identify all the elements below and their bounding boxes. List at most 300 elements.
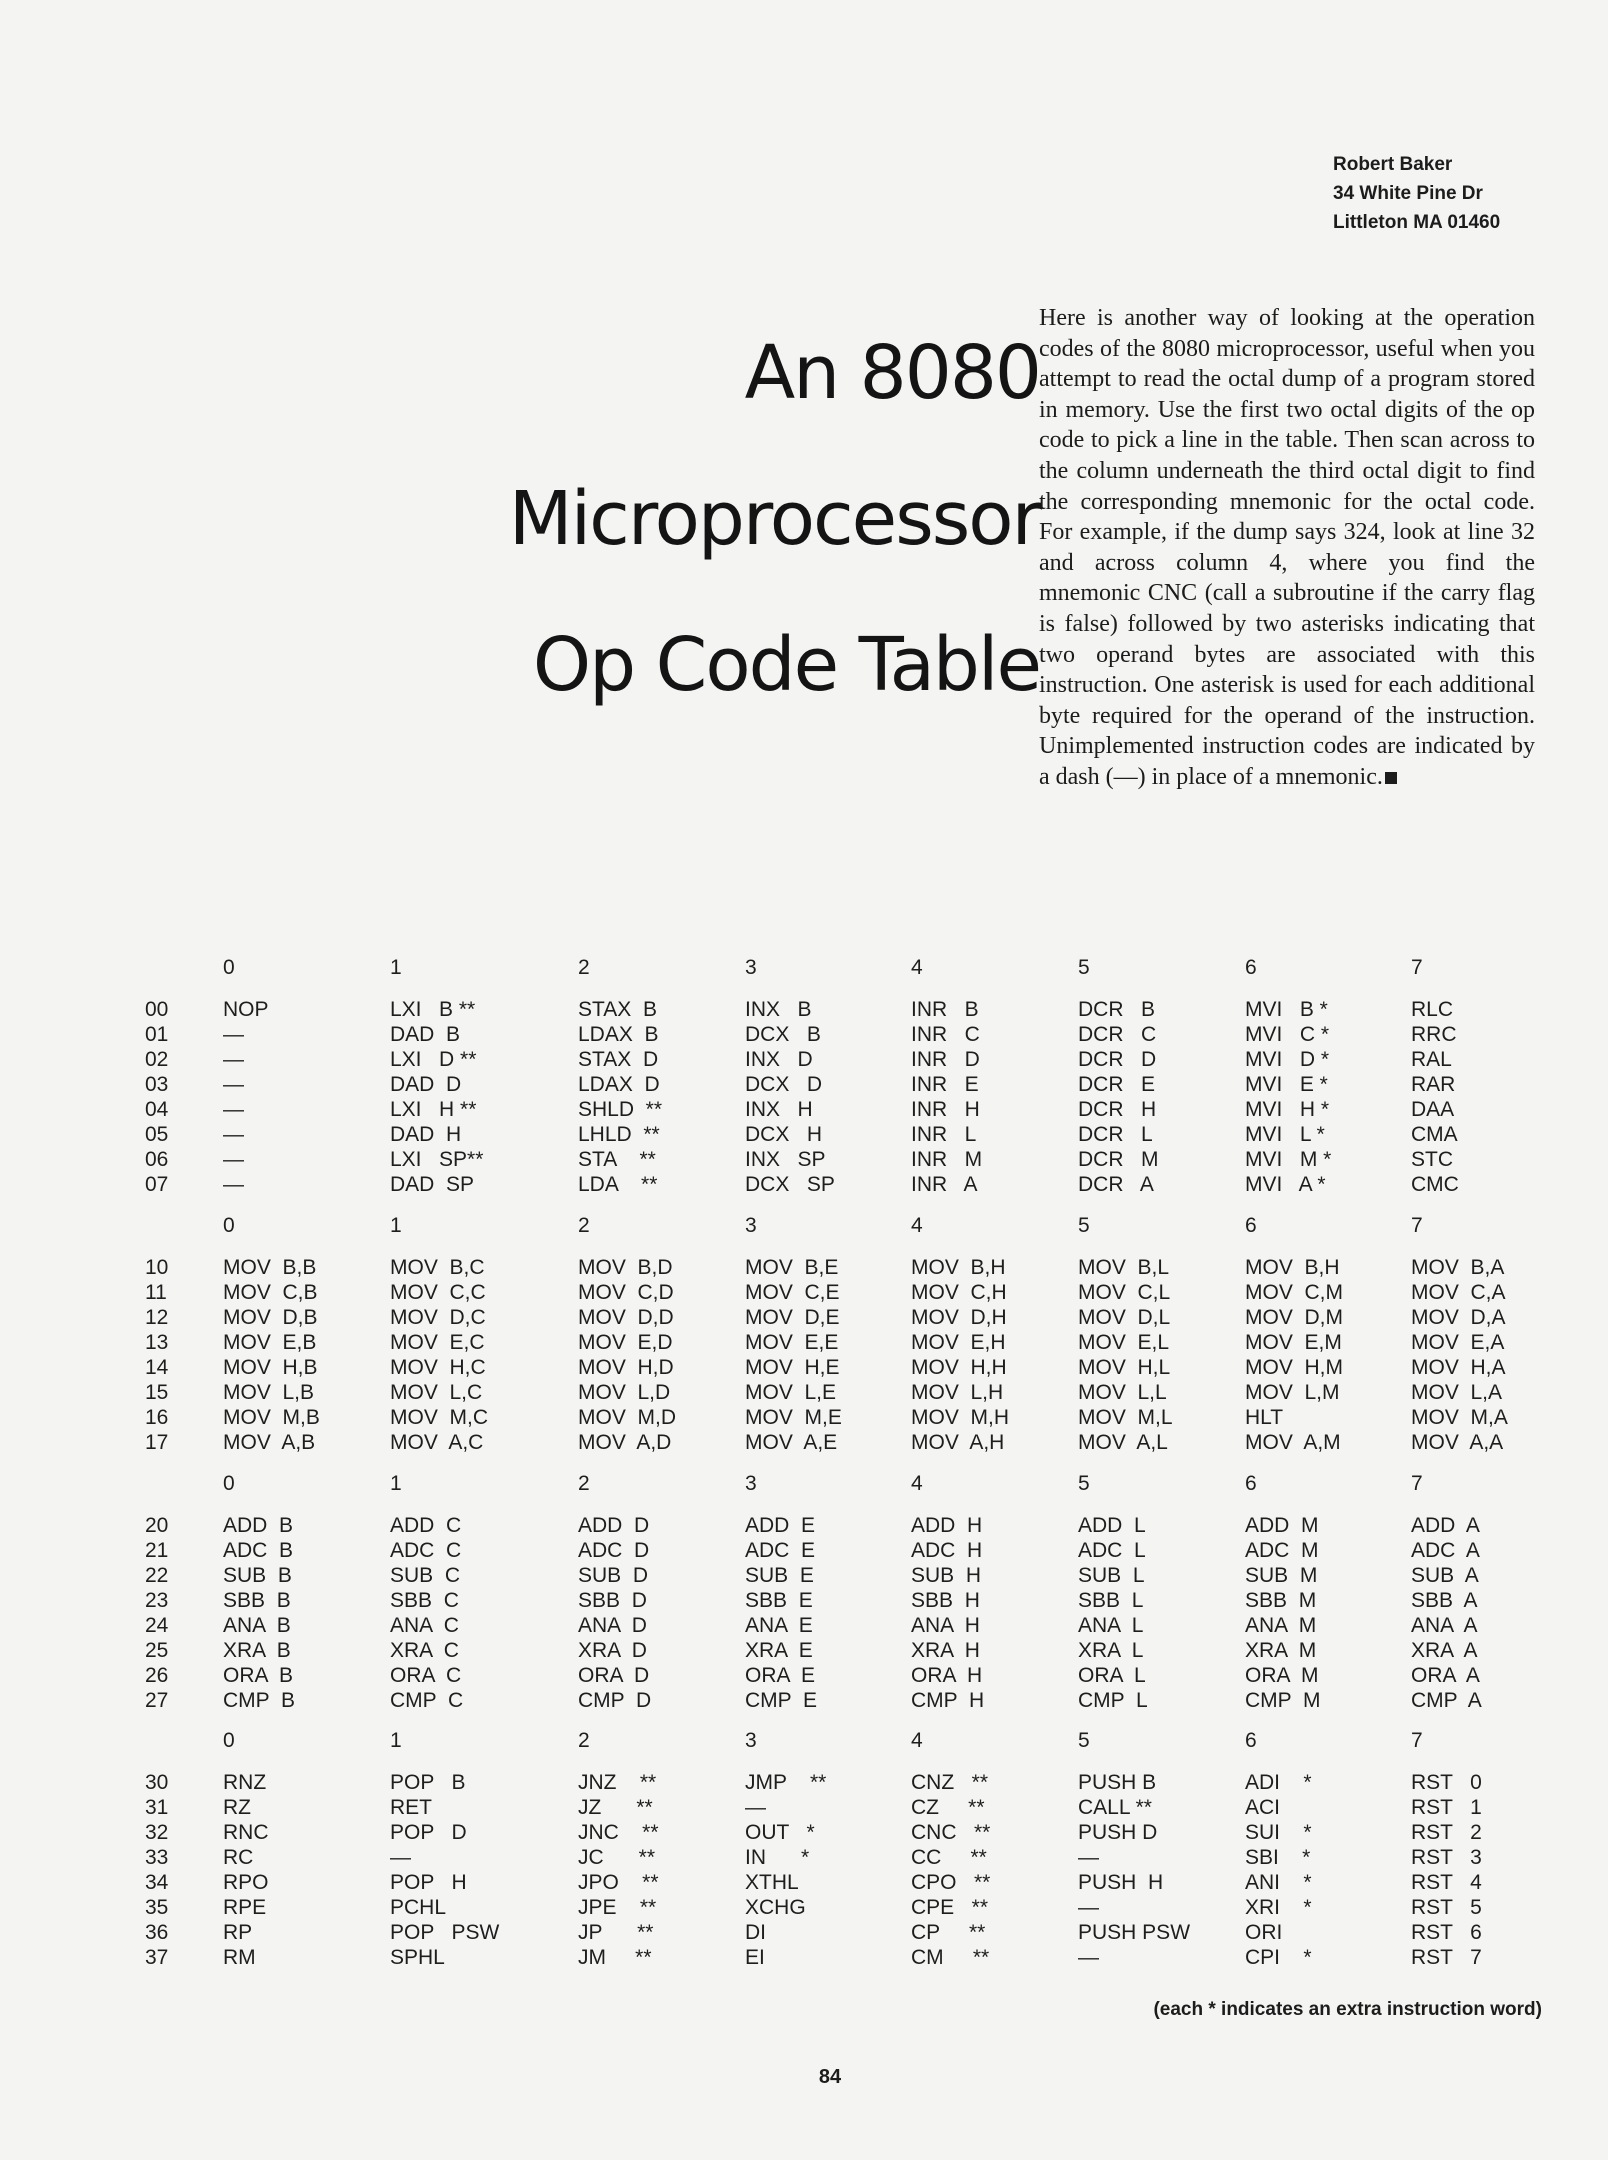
opcode-cell: ADD E bbox=[745, 1514, 816, 1537]
opcode-cell: MVI H * bbox=[1245, 1098, 1330, 1121]
opcode-cell: XRA L bbox=[1078, 1639, 1144, 1662]
opcode-cell: CM ** bbox=[911, 1946, 990, 1969]
opcode-cell: JM ** bbox=[578, 1946, 652, 1969]
column-header: 3 bbox=[745, 1214, 757, 1237]
opcode-cell: — bbox=[1078, 1846, 1099, 1869]
opcode-cell: MOV M,B bbox=[223, 1406, 320, 1429]
opcode-cell: RAL bbox=[1411, 1048, 1452, 1071]
row-label: 02 bbox=[145, 1048, 169, 1071]
column-header: 4 bbox=[911, 1214, 923, 1237]
opcode-cell: XRA H bbox=[911, 1639, 980, 1662]
opcode-cell: RST 2 bbox=[1411, 1821, 1482, 1844]
column-header: 7 bbox=[1411, 1472, 1423, 1495]
opcode-cell: POP H bbox=[390, 1871, 467, 1894]
opcode-cell: CMC bbox=[1411, 1173, 1459, 1196]
opcode-cell: ANA L bbox=[1078, 1614, 1144, 1637]
opcode-cell: — bbox=[223, 1073, 244, 1096]
opcode-cell: MVI B * bbox=[1245, 998, 1328, 1021]
row-label: 31 bbox=[145, 1796, 169, 1819]
intro-paragraph bbox=[1039, 303, 1535, 793]
row-label: 27 bbox=[145, 1689, 169, 1712]
opcode-cell: SBB A bbox=[1411, 1589, 1478, 1612]
opcode-cell: SUB H bbox=[911, 1564, 982, 1587]
opcode-cell: XRA M bbox=[1245, 1639, 1317, 1662]
footnote: (each * indicates an extra instruction word) bbox=[1153, 1999, 1542, 2020]
opcode-cell: ORA E bbox=[745, 1664, 816, 1687]
opcode-cell: CMP C bbox=[390, 1689, 464, 1712]
opcode-cell: MOV L,C bbox=[390, 1381, 483, 1404]
opcode-cell: XRA D bbox=[578, 1639, 647, 1662]
opcode-cell: CZ ** bbox=[911, 1796, 985, 1819]
opcode-cell: MOV E,D bbox=[578, 1331, 673, 1354]
opcode-cell: — bbox=[223, 1123, 244, 1146]
opcode-cell: MOV A,E bbox=[745, 1431, 838, 1454]
author-street: 34 White Pine Dr bbox=[1333, 183, 1483, 204]
column-header: 5 bbox=[1078, 1214, 1090, 1237]
opcode-cell: CPE ** bbox=[911, 1896, 989, 1919]
opcode-cell: XRA E bbox=[745, 1639, 813, 1662]
opcode-cell: SUI * bbox=[1245, 1821, 1312, 1844]
opcode-cell: MOV C,H bbox=[911, 1281, 1007, 1304]
opcode-cell: DAD H bbox=[390, 1123, 462, 1146]
opcode-cell: ADD C bbox=[390, 1514, 462, 1537]
opcode-cell: MOV E,C bbox=[390, 1331, 485, 1354]
author-address bbox=[1333, 150, 1500, 237]
opcode-cell: LXI B ** bbox=[390, 998, 476, 1021]
opcode-cell: MVI M * bbox=[1245, 1148, 1332, 1171]
opcode-cell: RRC bbox=[1411, 1023, 1457, 1046]
opcode-cell: MOV L,M bbox=[1245, 1381, 1340, 1404]
column-header: 5 bbox=[1078, 956, 1090, 979]
column-header: 3 bbox=[745, 956, 757, 979]
opcode-cell: — bbox=[223, 1098, 244, 1121]
column-header: 2 bbox=[578, 1729, 590, 1752]
end-mark-icon bbox=[1385, 772, 1397, 784]
row-label: 21 bbox=[145, 1539, 169, 1562]
opcode-cell: SUB C bbox=[390, 1564, 461, 1587]
opcode-cell: JMP ** bbox=[745, 1771, 827, 1794]
row-label: 01 bbox=[145, 1023, 169, 1046]
opcode-cell: RST 0 bbox=[1411, 1771, 1482, 1794]
title-line-1: An 8080 bbox=[744, 330, 1040, 416]
opcode-cell: MOV E,M bbox=[1245, 1331, 1342, 1354]
opcode-cell: SBB B bbox=[223, 1589, 291, 1612]
opcode-cell: DCX B bbox=[745, 1023, 821, 1046]
opcode-cell: MOV B,B bbox=[223, 1256, 317, 1279]
opcode-cell: PUSH PSW bbox=[1078, 1921, 1191, 1944]
opcode-cell: MOV C,E bbox=[745, 1281, 840, 1304]
opcode-cell: ADD A bbox=[1411, 1514, 1480, 1537]
row-label: 20 bbox=[145, 1514, 169, 1537]
opcode-cell: STAX D bbox=[578, 1048, 659, 1071]
row-label: 05 bbox=[145, 1123, 169, 1146]
opcode-cell: NOP bbox=[223, 998, 269, 1021]
row-label: 14 bbox=[145, 1356, 169, 1379]
opcode-cell: PCHL bbox=[390, 1896, 447, 1919]
opcode-cell: RET bbox=[390, 1796, 432, 1819]
opcode-cell: RC bbox=[223, 1846, 254, 1869]
opcode-cell: DCR E bbox=[1078, 1073, 1156, 1096]
opcode-cell: MOV C,C bbox=[390, 1281, 486, 1304]
opcode-cell: RP bbox=[223, 1921, 253, 1944]
opcode-cell: MOV H,L bbox=[1078, 1356, 1171, 1379]
opcode-cell: PUSH H bbox=[1078, 1871, 1164, 1894]
opcode-cell: STC bbox=[1411, 1148, 1453, 1171]
opcode-cell: ORA M bbox=[1245, 1664, 1319, 1687]
row-label: 00 bbox=[145, 998, 169, 1021]
opcode-cell: ORA H bbox=[911, 1664, 983, 1687]
column-header: 6 bbox=[1245, 1472, 1257, 1495]
opcode-cell: LXI D ** bbox=[390, 1048, 477, 1071]
opcode-cell: MOV B,E bbox=[745, 1256, 839, 1279]
opcode-cell: RAR bbox=[1411, 1073, 1456, 1096]
opcode-cell: INX H bbox=[745, 1098, 813, 1121]
opcode-cell: ANI * bbox=[1245, 1871, 1312, 1894]
opcode-cell: CMP D bbox=[578, 1689, 652, 1712]
opcode-cell: POP B bbox=[390, 1771, 466, 1794]
opcode-cell: SBI * bbox=[1245, 1846, 1311, 1869]
opcode-cell: MOV M,H bbox=[911, 1406, 1009, 1429]
opcode-cell: MOV H,M bbox=[1245, 1356, 1343, 1379]
opcode-cell: SUB A bbox=[1411, 1564, 1479, 1587]
opcode-cell: CMP L bbox=[1078, 1689, 1148, 1712]
opcode-cell: MOV E,B bbox=[223, 1331, 317, 1354]
opcode-cell: — bbox=[223, 1048, 244, 1071]
opcode-cell: STAX B bbox=[578, 998, 657, 1021]
opcode-cell: MOV A,C bbox=[390, 1431, 484, 1454]
opcode-cell: IN * bbox=[745, 1846, 810, 1869]
column-header: 7 bbox=[1411, 1214, 1423, 1237]
opcode-cell: MOV B,A bbox=[1411, 1256, 1505, 1279]
opcode-cell: RST 6 bbox=[1411, 1921, 1482, 1944]
opcode-cell: SHLD ** bbox=[578, 1098, 663, 1121]
opcode-cell: XRA B bbox=[223, 1639, 291, 1662]
opcode-cell: RPO bbox=[223, 1871, 269, 1894]
opcode-cell: MOV A,L bbox=[1078, 1431, 1168, 1454]
column-header: 3 bbox=[745, 1472, 757, 1495]
row-label: 04 bbox=[145, 1098, 169, 1121]
opcode-cell: MOV M,L bbox=[1078, 1406, 1173, 1429]
opcode-cell: MOV C,M bbox=[1245, 1281, 1343, 1304]
article-title bbox=[400, 300, 1040, 738]
opcode-cell: MOV D,E bbox=[745, 1306, 840, 1329]
opcode-cell: RST 7 bbox=[1411, 1946, 1482, 1969]
opcode-cell: MOV L,H bbox=[911, 1381, 1004, 1404]
opcode-cell: DCR H bbox=[1078, 1098, 1157, 1121]
opcode-cell: MOV L,L bbox=[1078, 1381, 1167, 1404]
column-header: 6 bbox=[1245, 1214, 1257, 1237]
column-header: 4 bbox=[911, 1729, 923, 1752]
opcode-cell: MOV L,E bbox=[745, 1381, 837, 1404]
opcode-cell: ANA A bbox=[1411, 1614, 1478, 1637]
opcode-cell: ANA H bbox=[911, 1614, 980, 1637]
title-line-3: Op Code Table bbox=[532, 622, 1040, 708]
row-label: 37 bbox=[145, 1946, 169, 1969]
opcode-cell: MOV B,L bbox=[1078, 1256, 1170, 1279]
opcode-cell: MOV D,B bbox=[223, 1306, 318, 1329]
opcode-cell: RST 1 bbox=[1411, 1796, 1482, 1819]
opcode-cell: SBB E bbox=[745, 1589, 813, 1612]
opcode-cell: CPI * bbox=[1245, 1946, 1312, 1969]
opcode-cell: INR H bbox=[911, 1098, 980, 1121]
opcode-cell: DCX SP bbox=[745, 1173, 835, 1196]
opcode-cell: ANA E bbox=[745, 1614, 813, 1637]
column-header: 2 bbox=[578, 956, 590, 979]
opcode-cell: MVI A * bbox=[1245, 1173, 1326, 1196]
opcode-cell: ADD B bbox=[223, 1514, 294, 1537]
opcode-cell: PUSH D bbox=[1078, 1821, 1158, 1844]
opcode-cell: RST 4 bbox=[1411, 1871, 1482, 1894]
column-header: 3 bbox=[745, 1729, 757, 1752]
row-label: 16 bbox=[145, 1406, 169, 1429]
opcode-cell: — bbox=[745, 1796, 766, 1819]
opcode-cell: ADC E bbox=[745, 1539, 816, 1562]
row-label: 25 bbox=[145, 1639, 169, 1662]
opcode-cell: CALL ** bbox=[1078, 1796, 1152, 1819]
opcode-cell: MOV E,A bbox=[1411, 1331, 1505, 1354]
opcode-cell: MOV E,L bbox=[1078, 1331, 1170, 1354]
opcode-cell: RNC bbox=[223, 1821, 269, 1844]
row-label: 03 bbox=[145, 1073, 169, 1096]
opcode-cell: OUT * bbox=[745, 1821, 815, 1844]
opcode-cell: INX SP bbox=[745, 1148, 826, 1171]
opcode-cell: ADC B bbox=[223, 1539, 294, 1562]
opcode-cell: RLC bbox=[1411, 998, 1454, 1021]
opcode-cell: CNZ ** bbox=[911, 1771, 989, 1794]
opcode-cell: MOV B,D bbox=[578, 1256, 673, 1279]
opcode-cell: CMP M bbox=[1245, 1689, 1321, 1712]
opcode-cell: MOV A,D bbox=[578, 1431, 672, 1454]
opcode-cell: MVI C * bbox=[1245, 1023, 1330, 1046]
opcode-cell: ANA M bbox=[1245, 1614, 1317, 1637]
column-header: 5 bbox=[1078, 1472, 1090, 1495]
opcode-cell: CPO ** bbox=[911, 1871, 991, 1894]
opcode-cell: DCX H bbox=[745, 1123, 823, 1146]
row-label: 24 bbox=[145, 1614, 169, 1637]
column-header: 6 bbox=[1245, 1729, 1257, 1752]
opcode-cell: SBB C bbox=[390, 1589, 459, 1612]
opcode-cell: DCR L bbox=[1078, 1123, 1153, 1146]
opcode-cell: XRI * bbox=[1245, 1896, 1312, 1919]
opcode-cell: CMP A bbox=[1411, 1689, 1482, 1712]
opcode-cell: RNZ bbox=[223, 1771, 267, 1794]
opcode-cell: INR D bbox=[911, 1048, 980, 1071]
opcode-cell: MOV D,A bbox=[1411, 1306, 1506, 1329]
opcode-cell: ADD L bbox=[1078, 1514, 1146, 1537]
opcode-cell: MOV H,A bbox=[1411, 1356, 1506, 1379]
author-city: Littleton MA 01460 bbox=[1333, 212, 1501, 233]
opcode-cell: ADC H bbox=[911, 1539, 983, 1562]
opcode-cell: CMP B bbox=[223, 1689, 295, 1712]
opcode-cell: LDAX D bbox=[578, 1073, 660, 1096]
opcode-cell: MOV C,D bbox=[578, 1281, 674, 1304]
row-label: 07 bbox=[145, 1173, 169, 1196]
opcode-cell: MOV B,C bbox=[390, 1256, 485, 1279]
opcode-cell: STA ** bbox=[578, 1148, 656, 1171]
opcode-cell: LDA ** bbox=[578, 1173, 658, 1196]
opcode-cell: ORA A bbox=[1411, 1664, 1480, 1687]
column-header: 4 bbox=[911, 1472, 923, 1495]
opcode-cell: JP ** bbox=[578, 1921, 654, 1944]
opcode-cell: MVI L * bbox=[1245, 1123, 1325, 1146]
column-header: 7 bbox=[1411, 956, 1423, 979]
opcode-cell: RM bbox=[223, 1946, 256, 1969]
opcode-cell: MVI E * bbox=[1245, 1073, 1328, 1096]
opcode-cell: CNC ** bbox=[911, 1821, 991, 1844]
row-label: 35 bbox=[145, 1896, 169, 1919]
opcode-cell: MOV M,C bbox=[390, 1406, 488, 1429]
row-label: 15 bbox=[145, 1381, 169, 1404]
opcode-cell: CC ** bbox=[911, 1846, 987, 1869]
opcode-cell: CMA bbox=[1411, 1123, 1458, 1146]
opcode-cell: POP PSW bbox=[390, 1921, 500, 1944]
opcode-cell: MOV B,H bbox=[911, 1256, 1006, 1279]
opcode-cell: ANA D bbox=[578, 1614, 647, 1637]
opcode-cell: INR M bbox=[911, 1148, 983, 1171]
row-label: 32 bbox=[145, 1821, 169, 1844]
opcode-cell: DCR D bbox=[1078, 1048, 1157, 1071]
opcode-cell: ORA L bbox=[1078, 1664, 1146, 1687]
opcode-cell: XRA C bbox=[390, 1639, 459, 1662]
opcode-cell: JNC ** bbox=[578, 1821, 659, 1844]
row-label: 30 bbox=[145, 1771, 169, 1794]
opcode-cell: RST 5 bbox=[1411, 1896, 1482, 1919]
opcode-cell: MOV A,H bbox=[911, 1431, 1005, 1454]
opcode-cell: DAD B bbox=[390, 1023, 461, 1046]
opcode-cell: DCR B bbox=[1078, 998, 1156, 1021]
opcode-cell: INR B bbox=[911, 998, 979, 1021]
column-header: 0 bbox=[223, 1472, 235, 1495]
opcode-cell: ORA D bbox=[578, 1664, 650, 1687]
opcode-cell: ANA B bbox=[223, 1614, 291, 1637]
opcode-cell: ORA C bbox=[390, 1664, 462, 1687]
column-header: 6 bbox=[1245, 956, 1257, 979]
opcode-cell: MVI D * bbox=[1245, 1048, 1330, 1071]
row-label: 33 bbox=[145, 1846, 169, 1869]
opcode-cell: SPHL bbox=[390, 1946, 445, 1969]
row-label: 10 bbox=[145, 1256, 169, 1279]
opcode-cell: DI bbox=[745, 1921, 766, 1944]
column-header: 1 bbox=[390, 956, 402, 979]
opcode-cell: MOV D,C bbox=[390, 1306, 486, 1329]
opcode-cell: MOV H,C bbox=[390, 1356, 486, 1379]
opcode-cell: ADC D bbox=[578, 1539, 650, 1562]
opcode-cell: MOV D,M bbox=[1245, 1306, 1343, 1329]
opcode-cell: MOV A,M bbox=[1245, 1431, 1341, 1454]
opcode-cell: SBB H bbox=[911, 1589, 980, 1612]
opcode-cell: — bbox=[1078, 1946, 1099, 1969]
opcode-cell: MOV M,E bbox=[745, 1406, 842, 1429]
opcode-cell: INR A bbox=[911, 1173, 978, 1196]
row-label: 26 bbox=[145, 1664, 169, 1687]
row-label: 11 bbox=[145, 1281, 167, 1304]
opcode-cell: ADD M bbox=[1245, 1514, 1319, 1537]
opcode-cell: SBB M bbox=[1245, 1589, 1317, 1612]
opcode-cell: DAA bbox=[1411, 1098, 1455, 1121]
opcode-cell: LXI H ** bbox=[390, 1098, 477, 1121]
column-header: 7 bbox=[1411, 1729, 1423, 1752]
opcode-cell: DCR A bbox=[1078, 1173, 1154, 1196]
opcode-cell: JPE ** bbox=[578, 1896, 657, 1919]
opcode-cell: INX B bbox=[745, 998, 812, 1021]
opcode-cell: SUB L bbox=[1078, 1564, 1145, 1587]
opcode-cell: ORA B bbox=[223, 1664, 294, 1687]
opcode-cell: JZ ** bbox=[578, 1796, 653, 1819]
intro-text: Here is another way of looking at the operation codes of the 8080 microprocessor, useful when you attempt to read the octal dump of a program stored in memory. Use the first two octal digits of the op code to pick a line in the table. Then scan across to the column underneath the third octal digit to find the corresponding mnemonic for the octal code. For example, if the dump says 324, look at line 32 and across column 4, where you find the mnemonic CNC (call a subroutine if the carry flag is false) followed by two asterisks indicating that two operand bytes are associated with this instruction. One asterisk is used for each additional byte required for the operand of the instruction. Unimplemented instruction codes are indicated by a dash (—) in place of a mnemonic. bbox=[1039, 305, 1535, 790]
opcode-cell: ADC M bbox=[1245, 1539, 1319, 1562]
opcode-cell: SBB L bbox=[1078, 1589, 1144, 1612]
row-label: 13 bbox=[145, 1331, 169, 1354]
opcode-cell: MOV D,D bbox=[578, 1306, 674, 1329]
opcode-cell: — bbox=[223, 1023, 244, 1046]
opcode-cell: MOV E,E bbox=[745, 1331, 839, 1354]
opcode-cell: EI bbox=[745, 1946, 765, 1969]
opcode-cell: DCR C bbox=[1078, 1023, 1157, 1046]
opcode-cell: ADC C bbox=[390, 1539, 462, 1562]
column-header: 2 bbox=[578, 1214, 590, 1237]
opcode-cell: DAD D bbox=[390, 1073, 462, 1096]
opcode-cell: INR L bbox=[911, 1123, 977, 1146]
opcode-cell: MOV C,B bbox=[223, 1281, 318, 1304]
column-header: 4 bbox=[911, 956, 923, 979]
opcode-cell: ADC A bbox=[1411, 1539, 1480, 1562]
title-line-2: Microprocessor bbox=[508, 476, 1040, 562]
row-label: 22 bbox=[145, 1564, 169, 1587]
column-header: 1 bbox=[390, 1729, 402, 1752]
opcode-cell: CP ** bbox=[911, 1921, 986, 1944]
opcode-cell: ADC L bbox=[1078, 1539, 1146, 1562]
opcode-cell: MOV M,A bbox=[1411, 1406, 1508, 1429]
opcode-cell: DAD SP bbox=[390, 1173, 475, 1196]
opcode-cell: SBB D bbox=[578, 1589, 647, 1612]
opcode-cell: RPE bbox=[223, 1896, 267, 1919]
opcode-cell: RZ bbox=[223, 1796, 251, 1819]
opcode-cell: SUB B bbox=[223, 1564, 292, 1587]
opcode-cell: MOV D,H bbox=[911, 1306, 1007, 1329]
opcode-cell: XTHL bbox=[745, 1871, 799, 1894]
opcode-cell: MOV B,H bbox=[1245, 1256, 1340, 1279]
opcode-cell: ADI * bbox=[1245, 1771, 1312, 1794]
row-label: 17 bbox=[145, 1431, 169, 1454]
opcode-cell: — bbox=[223, 1173, 244, 1196]
opcode-cell: MOV D,L bbox=[1078, 1306, 1171, 1329]
opcode-cell: MOV A,A bbox=[1411, 1431, 1504, 1454]
opcode-cell: CMP H bbox=[911, 1689, 985, 1712]
opcode-cell: MOV H,H bbox=[911, 1356, 1007, 1379]
opcode-cell: ACI bbox=[1245, 1796, 1281, 1819]
opcode-cell: MOV L,A bbox=[1411, 1381, 1503, 1404]
opcode-cell: CMP E bbox=[745, 1689, 817, 1712]
author-name: Robert Baker bbox=[1333, 154, 1453, 175]
column-header: 0 bbox=[223, 1214, 235, 1237]
opcode-cell: MOV M,D bbox=[578, 1406, 676, 1429]
opcode-cell: HLT bbox=[1245, 1406, 1284, 1429]
row-label: 36 bbox=[145, 1921, 169, 1944]
opcode-cell: MOV H,E bbox=[745, 1356, 840, 1379]
opcode-cell: PUSH B bbox=[1078, 1771, 1157, 1794]
opcode-cell: MOV H,D bbox=[578, 1356, 674, 1379]
opcode-cell: DCX D bbox=[745, 1073, 823, 1096]
column-header: 1 bbox=[390, 1214, 402, 1237]
opcode-cell: SUB E bbox=[745, 1564, 814, 1587]
opcode-cell: — bbox=[223, 1148, 244, 1171]
opcode-cell: INX D bbox=[745, 1048, 813, 1071]
opcode-cell: INR E bbox=[911, 1073, 979, 1096]
opcode-cell: — bbox=[1078, 1896, 1099, 1919]
row-label: 34 bbox=[145, 1871, 169, 1894]
opcode-cell: MOV L,B bbox=[223, 1381, 315, 1404]
opcode-cell: DCR M bbox=[1078, 1148, 1159, 1171]
